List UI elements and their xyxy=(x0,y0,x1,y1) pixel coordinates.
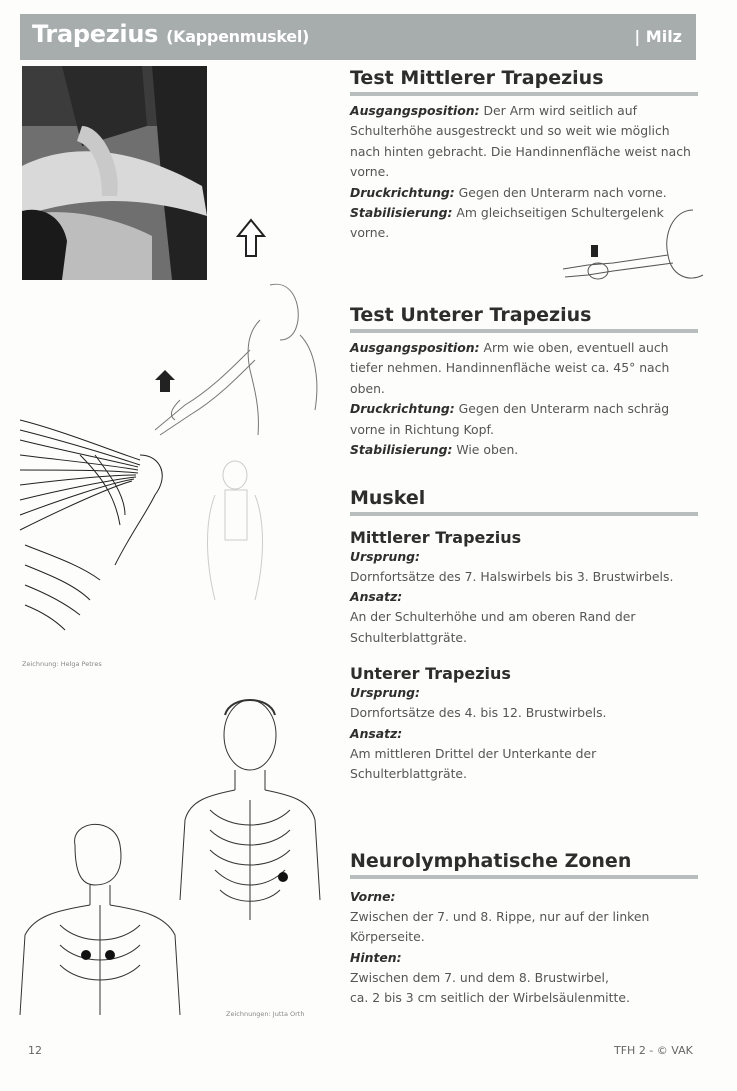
text-back-2: ca. 2 bis 3 cm seitlich der Wirbelsäulenmitte. xyxy=(350,990,630,1006)
paragraph-lower-stabilization xyxy=(350,440,698,460)
trapezius-anatomy-drawing xyxy=(20,415,220,645)
text-middle-insertion: An der Schulterhöhe und am oberen Rand der Schulterblattgräte. xyxy=(350,609,636,645)
section-header xyxy=(20,14,696,60)
up-arrow-icon xyxy=(236,218,266,258)
front-body-drawing xyxy=(180,690,340,1000)
page-title: Trapezius (Kappenmuskel) xyxy=(32,20,310,48)
label-stabilization: Stabilisierung: xyxy=(350,205,453,221)
body-outline-drawing xyxy=(200,460,270,610)
label-lower-origin: Ursprung: xyxy=(350,685,420,701)
text-front: Zwischen der 7. und 8. Rippe, nur auf der linken Körperseite. xyxy=(350,909,650,945)
label-lower-stabilization: Stabilisierung: xyxy=(350,442,453,458)
label-middle-origin: Ursprung: xyxy=(350,549,420,564)
heading-middle-trapezius: Mittlerer Trapezius xyxy=(350,528,522,547)
meridian-label: | Milz xyxy=(634,27,682,46)
text-middle-origin: Dornfortsätze des 7. Halswirbels bis 3. Brustwirbels. xyxy=(350,569,674,584)
label-lower-pressure: Druckrichtung: xyxy=(350,401,455,417)
section-test-middle xyxy=(350,67,698,244)
text-lower-insertion: Am mittleren Drittel der Unterkante der Schulterblattgräte. xyxy=(350,745,597,782)
heading-lower-trapezius: Unterer Trapezius xyxy=(350,664,511,684)
paragraph-start-position xyxy=(350,101,698,183)
photo-illustration xyxy=(22,66,207,280)
page-number: 12 xyxy=(28,1044,42,1057)
label-start-position: Ausgangsposition: xyxy=(350,103,480,118)
text-stabilization: Am gleichseitigen Schultergelenk vorne. xyxy=(350,205,664,241)
page-subtitle: (Kappenmuskel) xyxy=(166,27,310,46)
drawing-credit-2: Zeichnungen: Jutta Orth xyxy=(226,1010,305,1018)
text-start-position: Der Arm wird seitlich auf Schulterhöhe ausgestreckt und so weit wie möglich nach hinten gebracht. Die Handinnenfläche weist nach vorne. xyxy=(350,103,691,180)
text-back-1: Zwischen dem 7. und dem 8. Brustwirbel, xyxy=(350,969,609,985)
label-back: Hinten: xyxy=(350,949,402,965)
text-lower-pressure: Gegen den Unterarm nach schräg vorne in Richtung Kopf. xyxy=(350,401,670,437)
label-middle-insertion: Ansatz: xyxy=(350,589,403,605)
section-muscle xyxy=(350,487,698,784)
text-lower-origin: Dornfortsätze des 4. bis 12. Brustwirbels. xyxy=(350,705,607,721)
paragraph-stabilization xyxy=(350,203,680,244)
text-pressure: Gegen den Unterarm nach vorne. xyxy=(458,184,667,200)
drawing-credit-1: Zeichnung: Helga Petres xyxy=(22,660,102,668)
text-lower-start: Arm wie oben, eventuell auch tiefer nehmen. Handinnenfläche weist ca. 45° nach oben. xyxy=(350,340,670,396)
heading-test-lower: Test Unterer Trapezius xyxy=(350,304,698,333)
section-zones xyxy=(350,850,698,1009)
paragraph-lower-start xyxy=(350,338,698,399)
label-pressure: Druckrichtung: xyxy=(350,184,455,200)
text-lower-stabilization: Wie oben. xyxy=(456,442,519,458)
copyright: TFH 2 - © VAK xyxy=(614,1044,693,1057)
label-front: Vorne: xyxy=(350,889,396,904)
heading-test-middle: Test Mittlerer Trapezius xyxy=(350,67,698,96)
section-test-lower xyxy=(350,304,698,460)
paragraph-pressure xyxy=(350,183,698,203)
label-lower-insertion: Ansatz: xyxy=(350,725,403,741)
label-lower-start: Ausgangsposition: xyxy=(350,340,480,355)
heading-zones: Neurolymphatische Zonen xyxy=(350,850,698,879)
paragraph-lower-pressure xyxy=(350,399,698,440)
back-body-drawing xyxy=(20,815,180,1015)
heading-muscle: Muskel xyxy=(350,487,698,516)
test-photo xyxy=(22,66,207,280)
